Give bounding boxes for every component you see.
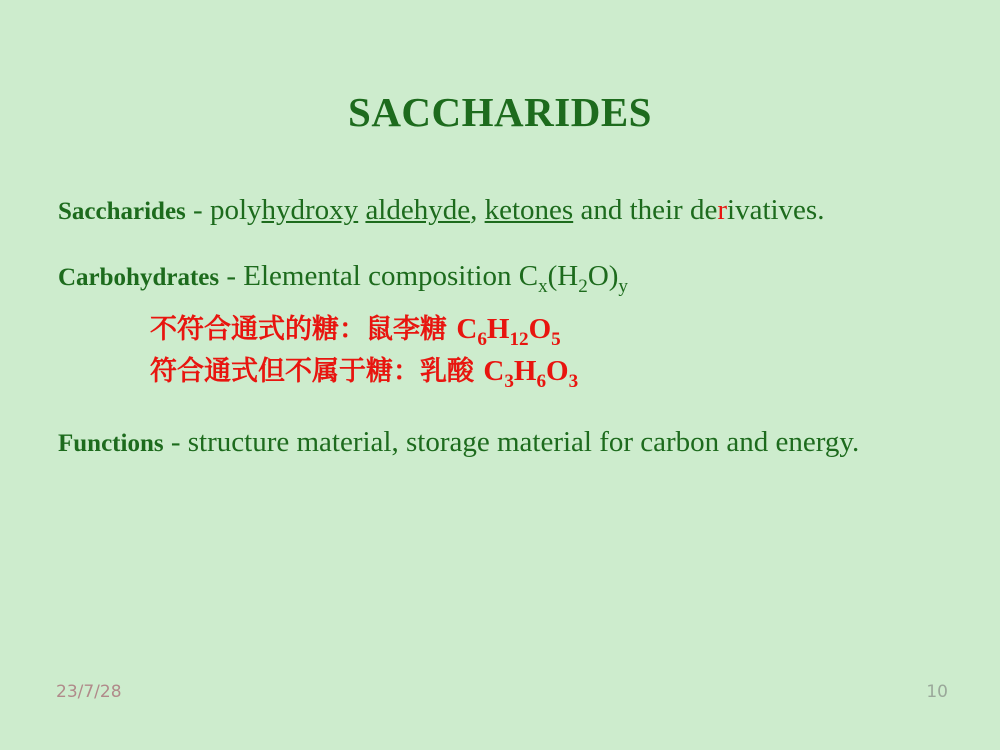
- formula-1-c: C: [456, 313, 478, 346]
- chinese-note-line-2: [150, 350, 948, 392]
- formula-2: [483, 355, 579, 392]
- saccharides-text-4: and their de: [573, 194, 718, 226]
- saccharides-underline-hydroxy: hydroxy: [261, 194, 359, 226]
- formula-2-h: H: [513, 355, 537, 388]
- formula-1-sub1: 6: [477, 328, 487, 350]
- formula-1: [456, 313, 561, 350]
- term-functions: Functions: [58, 430, 164, 458]
- formula-2-sub3: 3: [568, 370, 579, 392]
- formula-2-sub1: 3: [504, 370, 514, 392]
- carbohydrates-text: Elemental composition C: [243, 260, 539, 293]
- paragraph-saccharides: [58, 190, 948, 230]
- carbohydrates-text-3: O): [587, 260, 619, 293]
- saccharides-text-1: poly: [209, 194, 262, 226]
- functions-text: structure material, storage material for carbon and energy.: [187, 426, 860, 459]
- formula-2-c: C: [483, 355, 505, 388]
- saccharides-underline-aldehyde: aldehyde: [365, 194, 471, 226]
- chinese-note-2-text: 符合通式但不属于糖：乳酸: [150, 356, 484, 388]
- formula-2-sub2: 6: [536, 370, 547, 392]
- slide-body: [58, 190, 948, 480]
- carbohydrates-text-2: (H: [547, 260, 579, 293]
- chinese-note-line-1: [150, 308, 948, 350]
- functions-dash: -: [163, 426, 188, 459]
- carbohydrates-sub-2: 2: [578, 275, 588, 297]
- formula-1-sub2: 12: [509, 328, 529, 350]
- page-title: SACCHARIDES: [348, 89, 652, 135]
- saccharides-text-5: ivatives.: [727, 194, 825, 226]
- term-carbohydrates: Carbohydrates: [58, 264, 220, 292]
- chinese-notes: [150, 308, 948, 392]
- chinese-note-1-text: 不符合通式的糖：鼠李糖: [150, 314, 457, 346]
- formula-1-h: H: [486, 313, 510, 346]
- formula-1-o: O: [528, 313, 552, 346]
- saccharides-underline-ketones: ketones: [484, 194, 574, 226]
- term-saccharides: Saccharides: [58, 198, 186, 225]
- formula-1-sub3: 5: [551, 328, 561, 350]
- paragraph-carbohydrates: [58, 256, 948, 296]
- carbohydrates-sub-y: y: [618, 275, 628, 297]
- saccharides-dash: -: [185, 194, 210, 226]
- footer-date: 23/7/28: [56, 682, 122, 702]
- carbohydrates-sub-x: x: [538, 275, 548, 297]
- footer-page-number: 10: [926, 682, 948, 702]
- saccharides-red-letter: r: [717, 194, 728, 226]
- saccharides-text-3: ,: [470, 194, 485, 226]
- carbohydrates-dash: -: [219, 260, 244, 293]
- paragraph-functions: [58, 422, 948, 462]
- formula-2-o: O: [546, 355, 569, 388]
